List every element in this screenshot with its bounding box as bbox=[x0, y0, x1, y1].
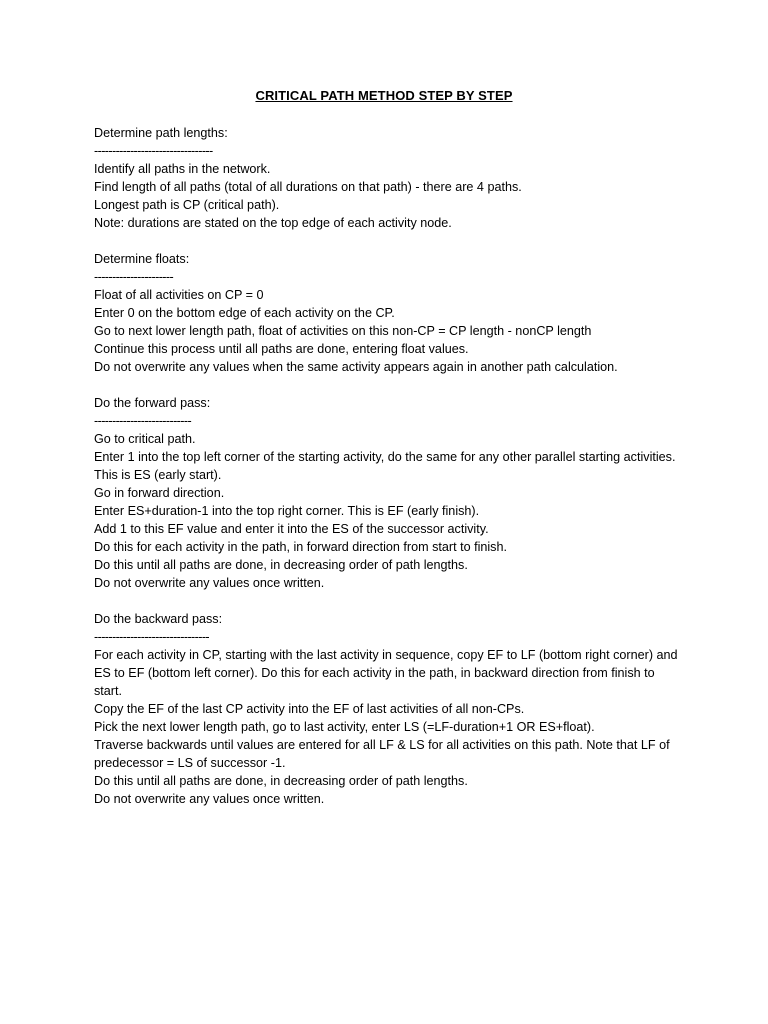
section-heading: Do the backward pass: bbox=[94, 612, 223, 626]
section-rule: ---------------------- bbox=[94, 270, 174, 284]
section-line: Pick the next lower length path, go to last activity, enter LS (=LF-duration+1 OR ES+float). bbox=[94, 720, 595, 734]
section-rule: -------------------------------- bbox=[94, 630, 210, 644]
section-line: Note: durations are stated on the top edge of each activity node. bbox=[94, 216, 452, 230]
section-heading: Do the forward pass: bbox=[94, 396, 211, 410]
section-line: Float of all activities on CP = 0 bbox=[94, 288, 264, 302]
section-rule: --------------------------------- bbox=[94, 144, 213, 158]
section-line: Identify all paths in the network. bbox=[94, 162, 271, 176]
section-line: Enter 1 into the top left corner of the starting activity, do the same for any other parallel starting activities. This is ES (early start). bbox=[94, 450, 676, 482]
section-floats bbox=[94, 250, 684, 376]
section-backward-pass bbox=[94, 610, 684, 808]
section-line: Enter 0 on the bottom edge of each activity on the CP. bbox=[94, 306, 395, 320]
section-heading: Determine floats: bbox=[94, 252, 190, 266]
section-line: Do not overwrite any values once written. bbox=[94, 576, 325, 590]
section-line: Do not overwrite any values once written. bbox=[94, 792, 325, 806]
section-path-lengths bbox=[94, 124, 684, 232]
section-line: Find length of all paths (total of all durations on that path) - there are 4 paths. bbox=[94, 180, 522, 194]
section-heading: Determine path lengths: bbox=[94, 126, 228, 140]
section-line: Enter ES+duration-1 into the top right corner. This is EF (early finish). bbox=[94, 504, 480, 518]
section-line: Add 1 to this EF value and enter it into the ES of the successor activity. bbox=[94, 522, 489, 536]
section-line: Traverse backwards until values are entered for all LF & LS for all activities on this path. Note that LF of predecessor = LS of successor -1. bbox=[94, 738, 670, 770]
section-line: Longest path is CP (critical path). bbox=[94, 198, 280, 212]
section-line: Go to next lower length path, float of activities on this non-CP = CP length - nonCP length bbox=[94, 324, 592, 338]
section-line: For each activity in CP, starting with the last activity in sequence, copy EF to LF (bottom right corner) and ES to EF (bottom left corner). Do this for each activity in the path, in backward direction from finish to start. bbox=[94, 648, 678, 698]
document-title: CRITICAL PATH METHOD STEP BY STEP bbox=[255, 88, 513, 103]
section-line: Go in forward direction. bbox=[94, 486, 225, 500]
section-line: Do not overwrite any values when the same activity appears again in another path calculation. bbox=[94, 360, 618, 374]
section-line: Do this until all paths are done, in decreasing order of path lengths. bbox=[94, 558, 468, 572]
section-line: Do this for each activity in the path, in forward direction from start to finish. bbox=[94, 540, 507, 554]
section-line: Continue this process until all paths are done, entering float values. bbox=[94, 342, 469, 356]
section-line: Copy the EF of the last CP activity into the EF of last activities of all non-CPs. bbox=[94, 702, 525, 716]
document-body bbox=[94, 124, 684, 826]
section-line: Go to critical path. bbox=[94, 432, 196, 446]
section-rule: --------------------------- bbox=[94, 414, 192, 428]
section-forward-pass bbox=[94, 394, 684, 592]
section-line: Do this until all paths are done, in decreasing order of path lengths. bbox=[94, 774, 468, 788]
